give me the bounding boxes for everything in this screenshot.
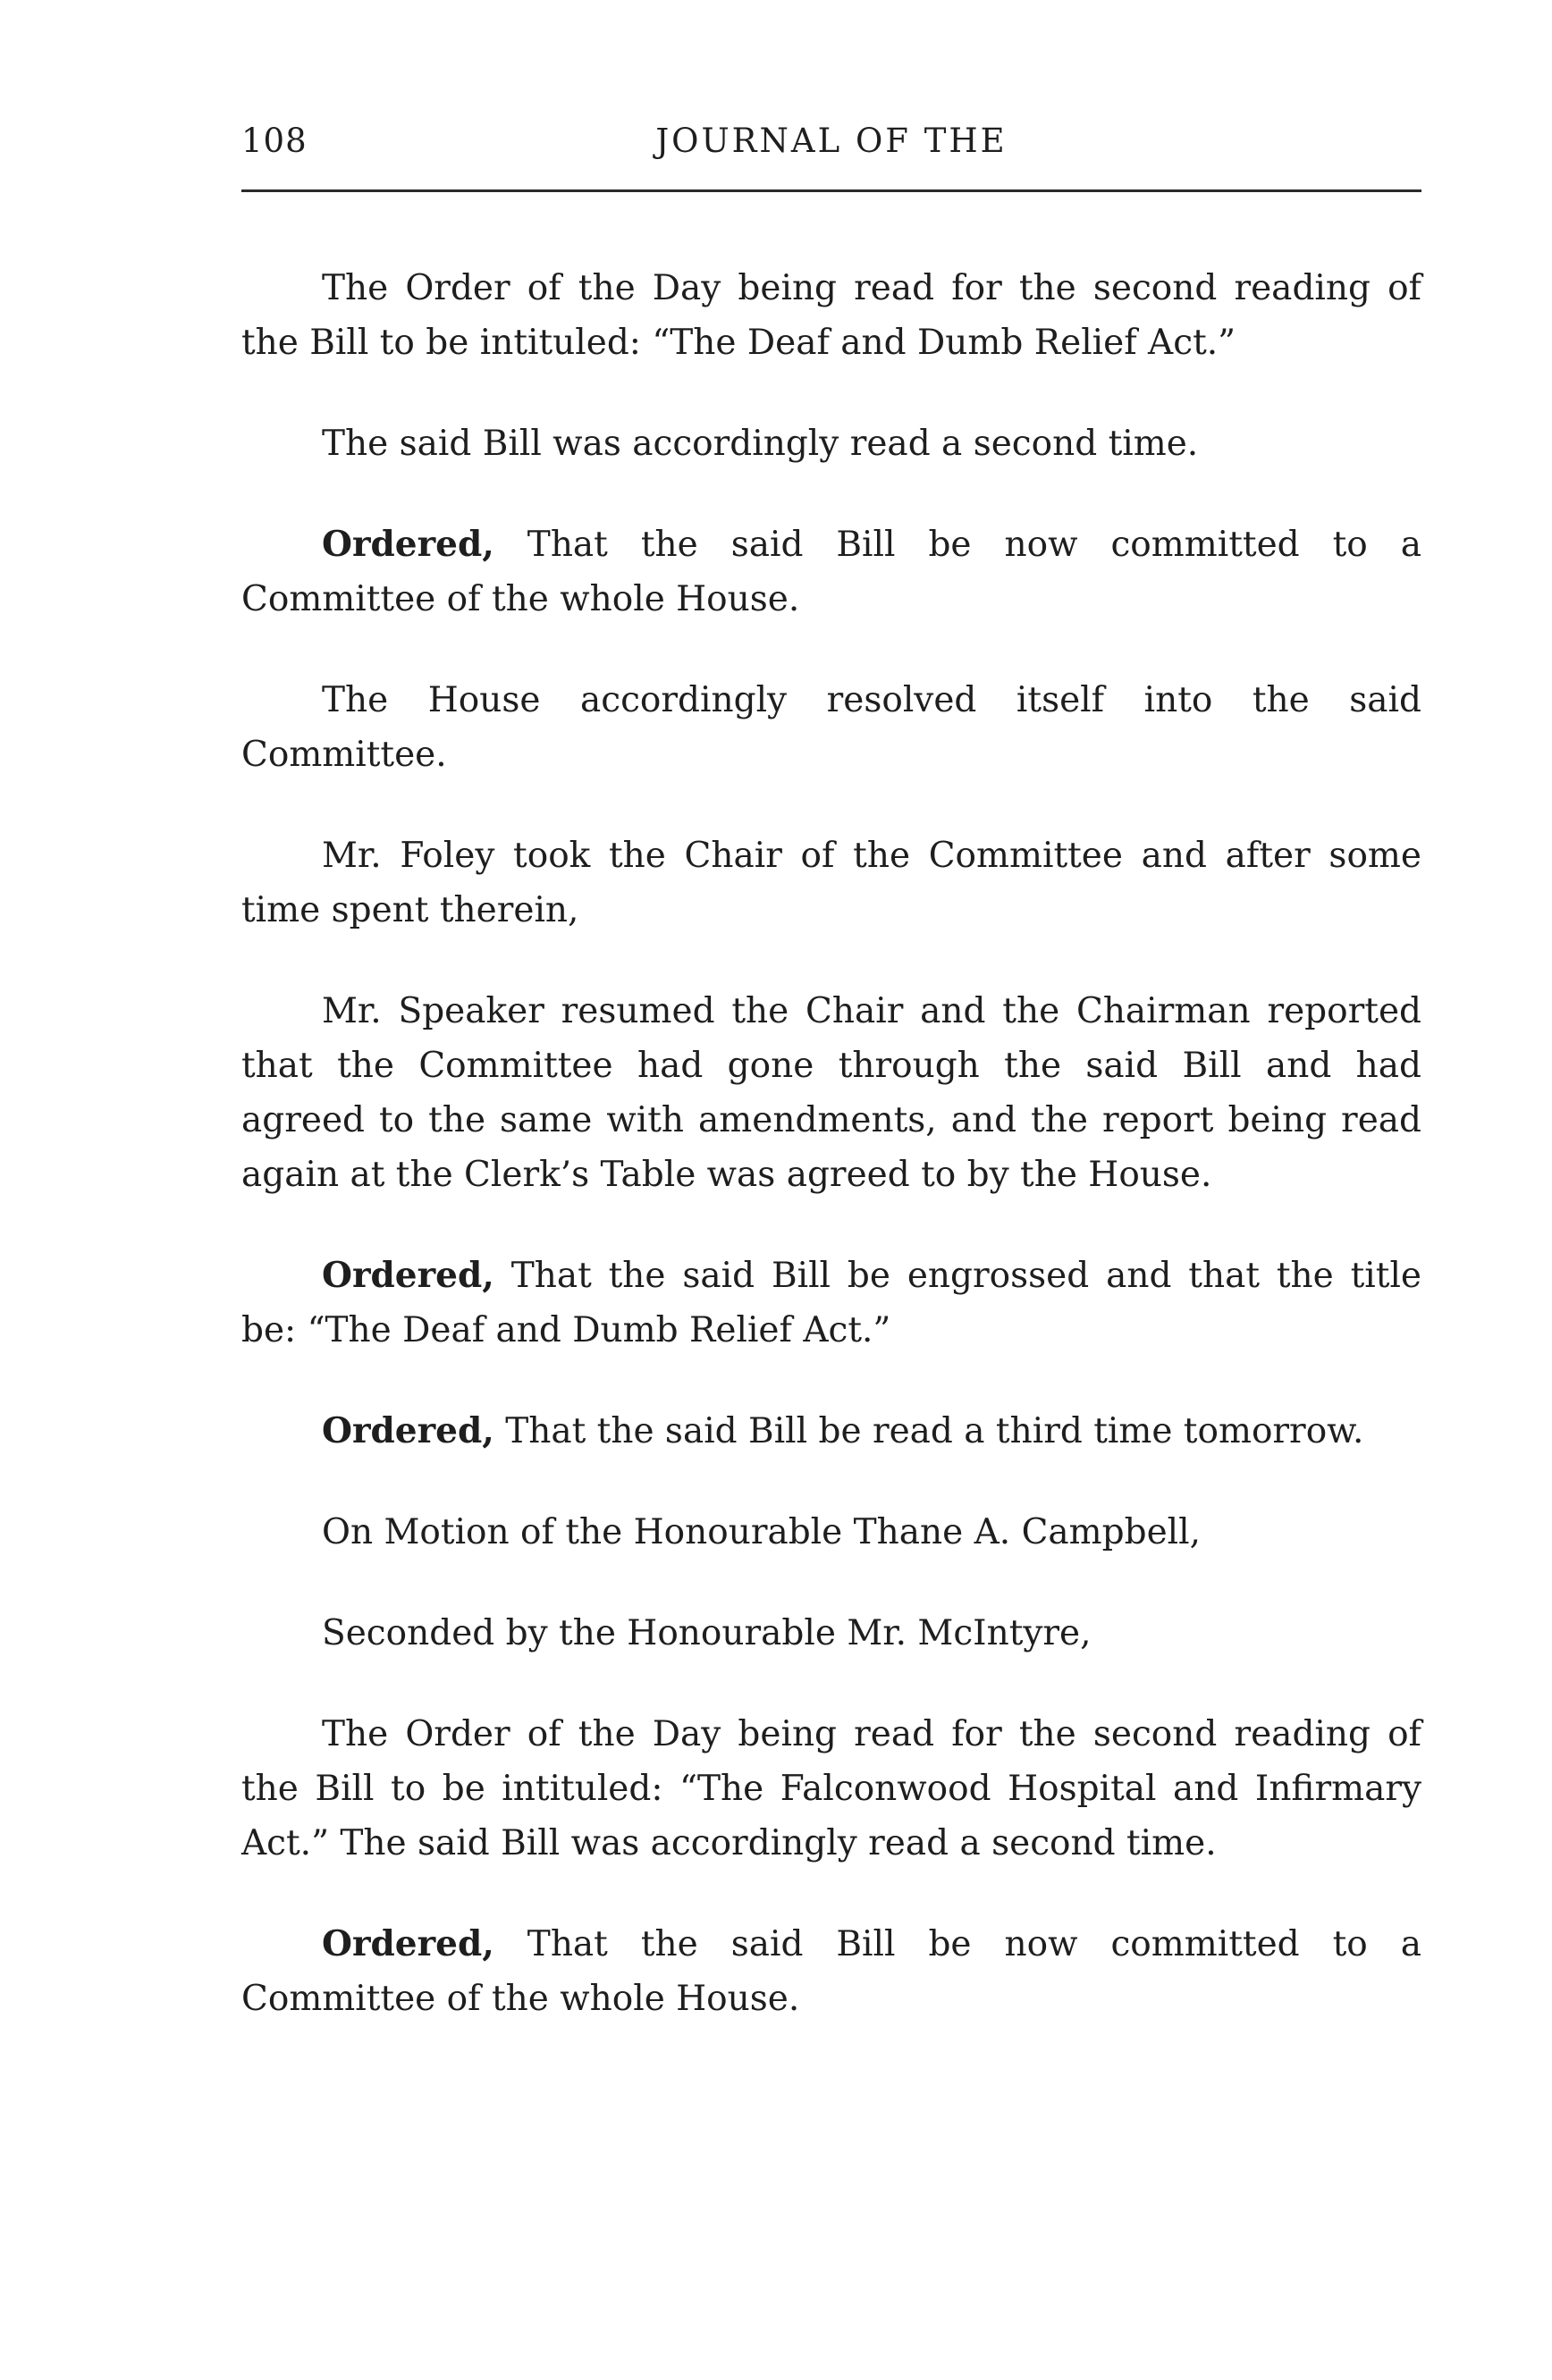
page-number: 108 [241, 122, 308, 160]
paragraph-text: That the said Bill be engrossed and that the title be: “The Deaf and Dumb Relief Act.” [241, 1256, 1421, 1350]
paragraph-order-of-day-falconwood [241, 1707, 1421, 1871]
paragraph-order-of-day-deaf-dumb [241, 261, 1421, 370]
paragraph-lead: Ordered, [322, 524, 494, 565]
header-rule [241, 189, 1421, 192]
paragraph-house-resolved [241, 673, 1421, 782]
paragraph-lead: Ordered, [322, 1255, 494, 1296]
paragraph-text: The said Bill was accordingly read a second time. [322, 424, 1199, 464]
paragraph-seconded-mcintyre [241, 1606, 1421, 1661]
journal-body [241, 261, 1421, 2073]
paragraph-text: On Motion of the Honourable Thane A. Campbell, [322, 1512, 1201, 1552]
paragraph-motion-campbell [241, 1505, 1421, 1560]
paragraph-ordered-committed-falconwood [241, 1917, 1421, 2026]
paragraph-text: Seconded by the Honourable Mr. McIntyre, [322, 1613, 1092, 1653]
paragraph-lead: Ordered, [322, 1923, 494, 1964]
paragraph-second-reading [241, 416, 1421, 471]
paragraph-text: The Order of the Day being read for the second reading of the Bill to be intituled: “The Falconwood Hospital and Infirmary Act.” The said Bill was accordingly read a second time. [241, 1714, 1421, 1863]
page-header [241, 122, 1421, 166]
paragraph-lead: Ordered, [322, 1410, 494, 1451]
running-title: JOURNAL OF THE [655, 122, 1008, 160]
paragraph-ordered-third-time [241, 1404, 1421, 1459]
paragraph-text: Mr. Speaker resumed the Chair and the Chairman reported that the Committee had gone through the said Bill and had agreed to the same with amendments, and the report being read again at the Clerk’s Table was agreed to by the House. [241, 991, 1421, 1195]
paragraph-text: That the said Bill be now committed to a Committee of the whole House. [241, 525, 1421, 619]
paragraph-foley-chair [241, 828, 1421, 938]
paragraph-text: The Order of the Day being read for the second reading of the Bill to be intituled: “The Deaf and Dumb Relief Act.” [241, 268, 1421, 363]
paragraph-text: Mr. Foley took the Chair of the Committee and after some time spent therein, [241, 836, 1421, 930]
paragraph-speaker-resumed [241, 984, 1421, 1202]
paragraph-text: That the said Bill be read a third time tomorrow. [493, 1411, 1364, 1451]
paragraph-ordered-engrossed [241, 1249, 1421, 1358]
paragraph-ordered-committed [241, 517, 1421, 627]
paragraph-text: The House accordingly resolved itself into the said Committee. [241, 680, 1421, 775]
paragraph-text: That the said Bill be now committed to a Committee of the whole House. [241, 1924, 1421, 2019]
